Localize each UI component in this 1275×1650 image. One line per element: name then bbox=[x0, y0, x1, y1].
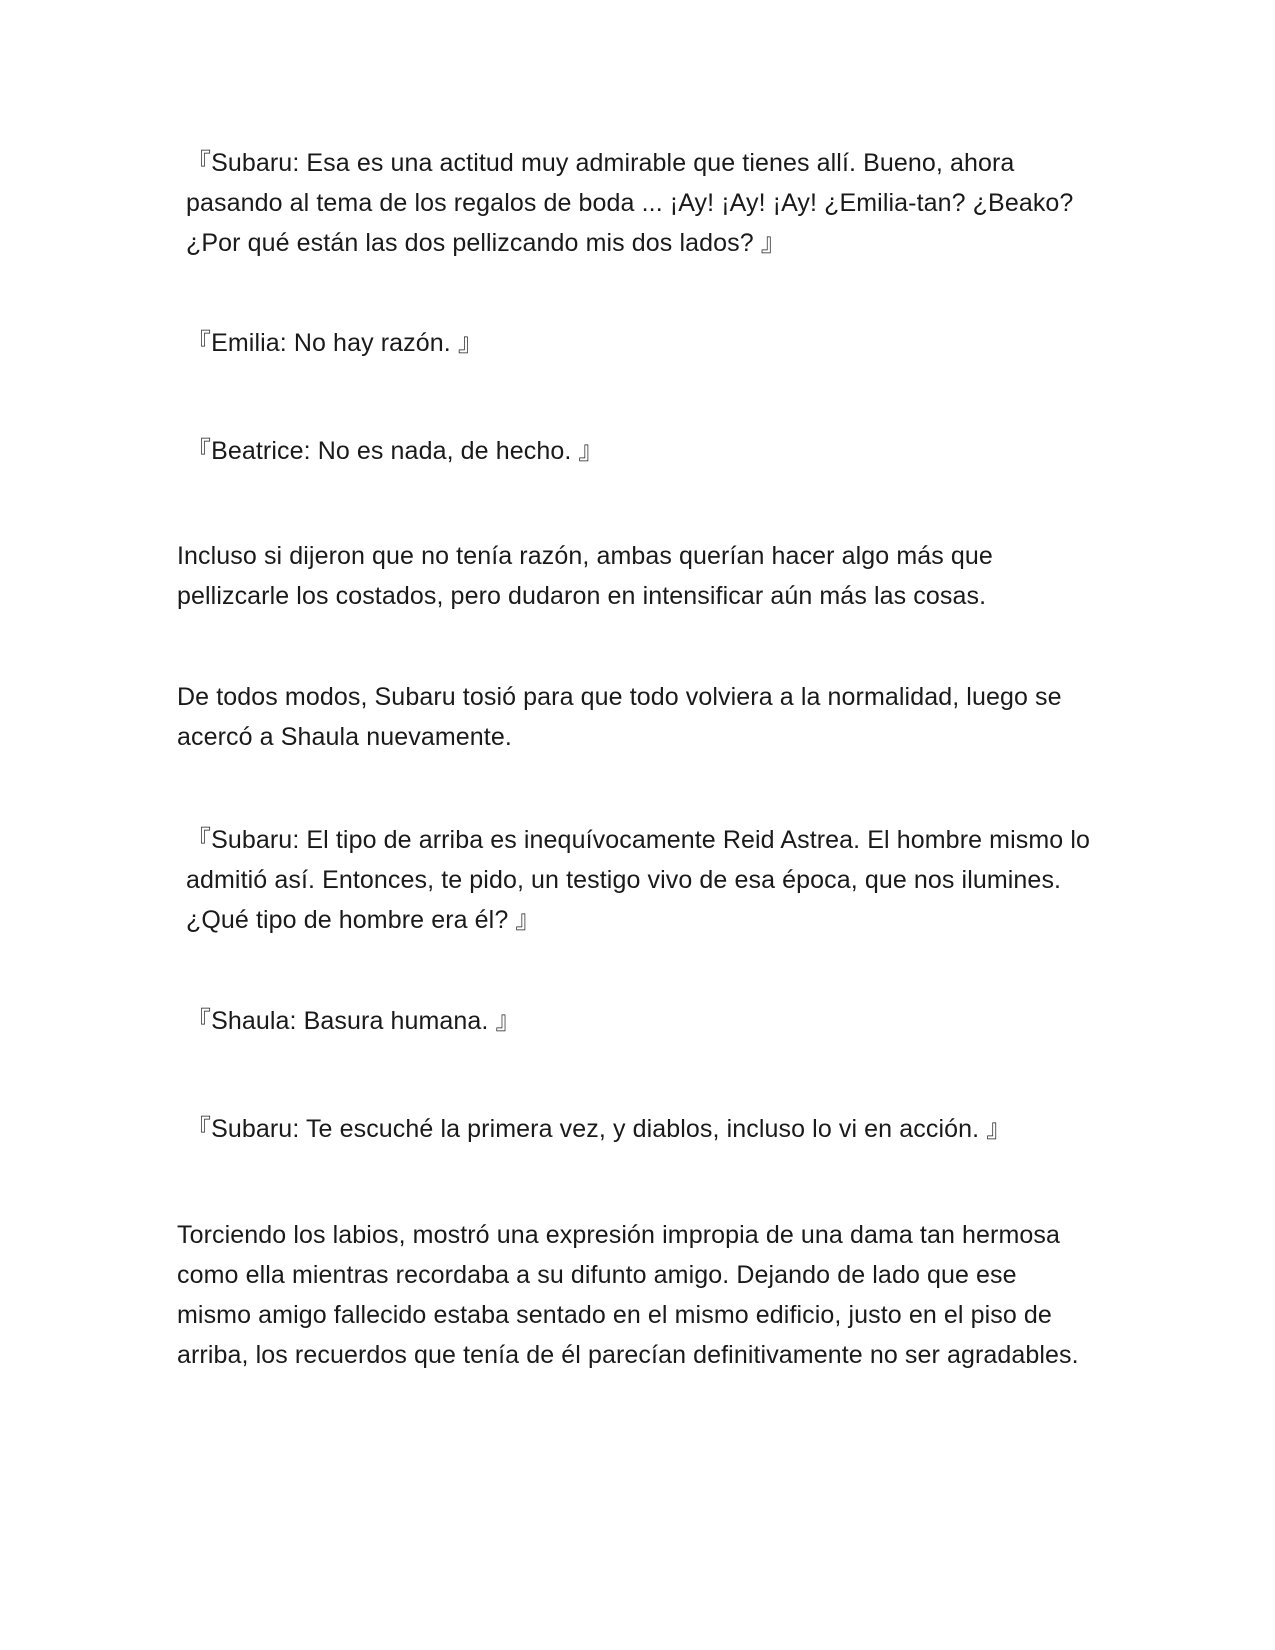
dialogue-subaru-heard: 『Subaru: Te escuché la primera vez, y diablos, incluso lo vi en acción. 』 bbox=[186, 1115, 1012, 1143]
dialogue-subaru-wedding-gifts: 『Subaru: Esa es una actitud muy admirable que tienes allí. Bueno, ahora pasando al tema de los regalos de boda ... ¡Ay! ¡Ay! ¡Ay! ¿Emilia-tan? ¿Beako? ¿Por qué están las dos pellizcando mis dos lados? 』 bbox=[186, 149, 1074, 257]
dialogue-emilia: 『Emilia: No hay razón. 』 bbox=[186, 329, 483, 357]
narration-twisting-lips: Torciendo los labios, mostró una expresión impropia de una dama tan hermosa como ella mientras recordaba a su difunto amigo. Dejando de lado que ese mismo amigo fallecido estaba sentado en el mismo edificio, justo en el piso de arriba, los recuerdos que tenía de él parecían definitivamente no ser agradables. bbox=[177, 1221, 1079, 1369]
dialogue-subaru-reid: 『Subaru: El tipo de arriba es inequívocamente Reid Astrea. El hombre mismo lo admitió así. Entonces, te pido, un testigo vivo de esa época, que nos ilumines. ¿Qué tipo de hombre era él? 』 bbox=[186, 826, 1090, 934]
narration-subaru-cough: De todos modos, Subaru tosió para que todo volviera a la normalidad, luego se acercó a Shaula nuevamente. bbox=[177, 683, 1062, 751]
dialogue-beatrice: 『Beatrice: No es nada, de hecho. 』 bbox=[186, 437, 604, 465]
narration-pinching: Incluso si dijeron que no tenía razón, ambas querían hacer algo más que pellizcarle los costados, pero dudaron en intensificar aún más las cosas. bbox=[177, 542, 993, 610]
dialogue-shaula: 『Shaula: Basura humana. 』 bbox=[186, 1007, 521, 1035]
